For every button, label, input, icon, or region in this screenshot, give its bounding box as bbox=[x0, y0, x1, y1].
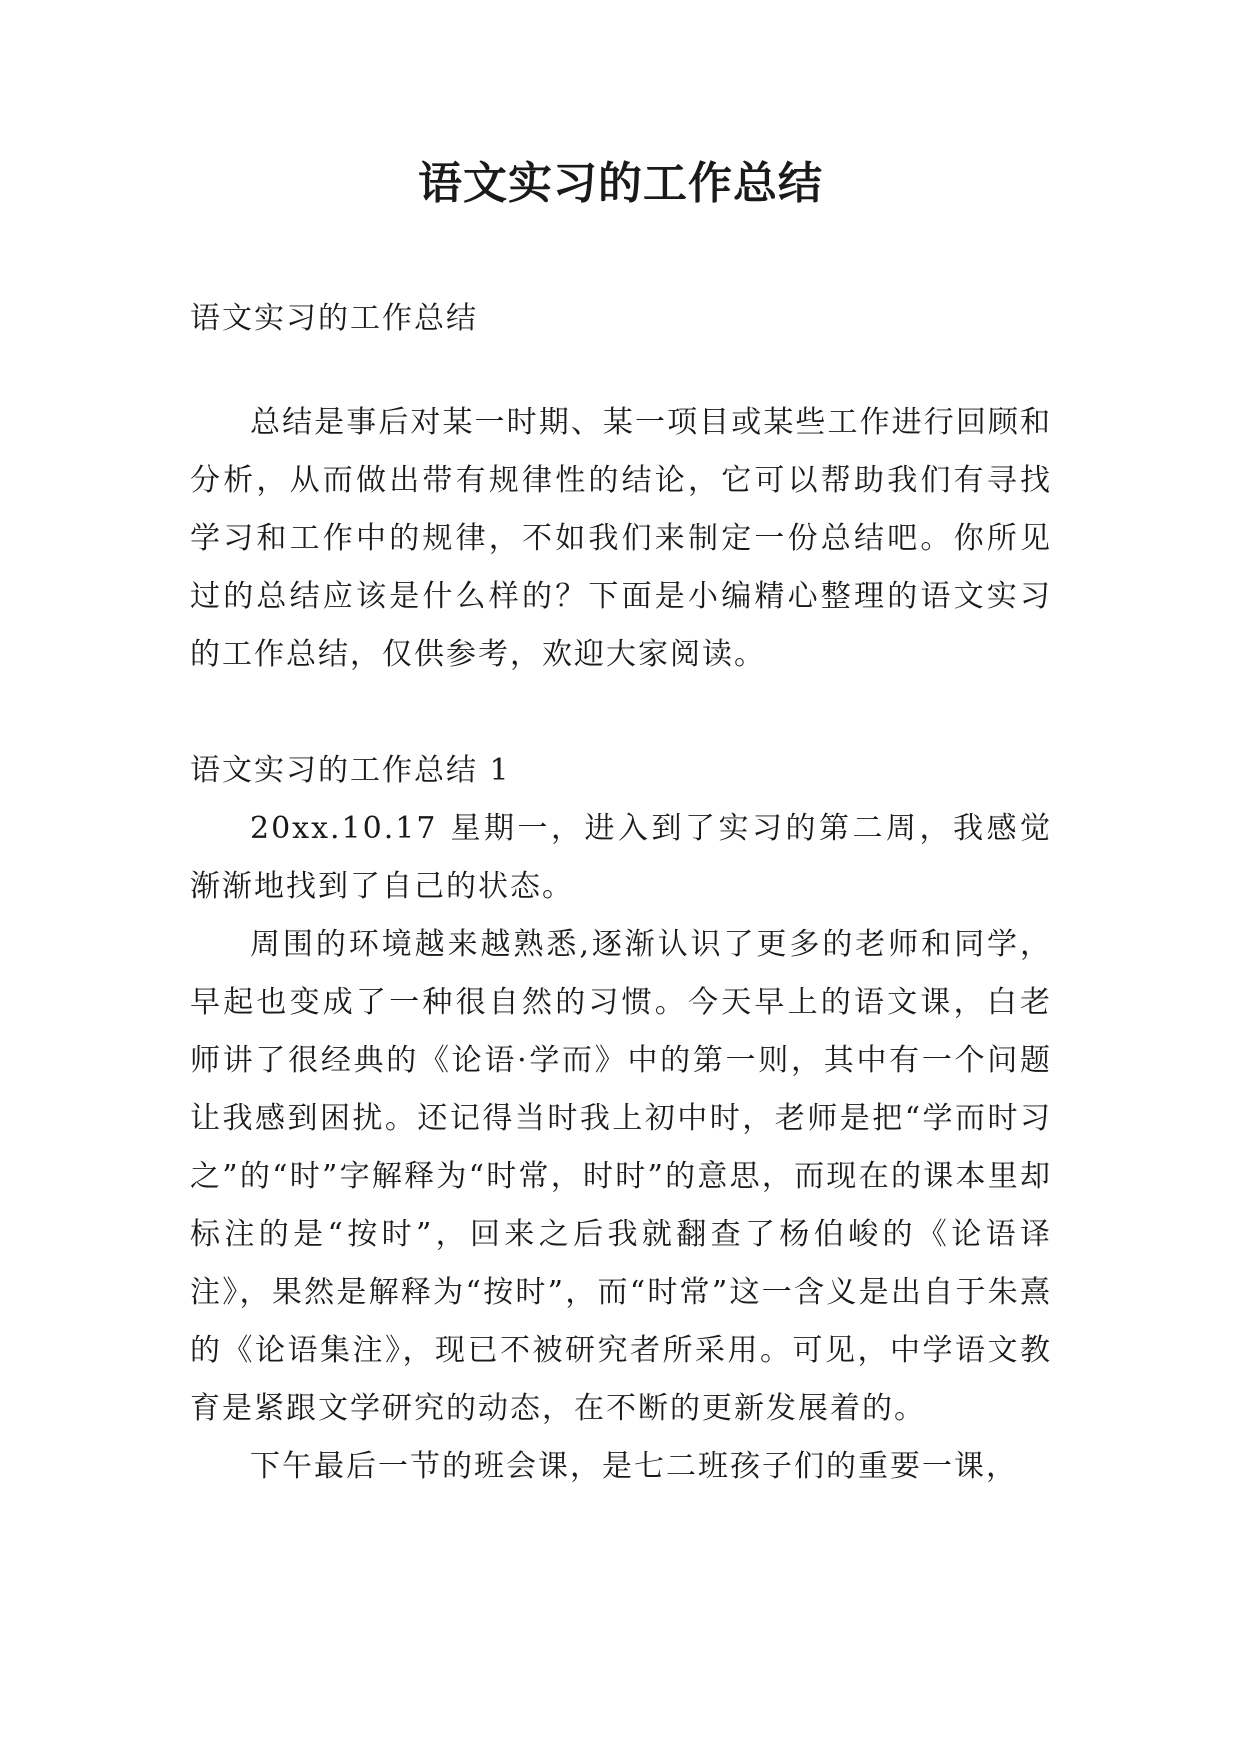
body-paragraph: 下午最后一节的班会课，是七二班孩子们的重要一课， bbox=[250, 1449, 1018, 1484]
document-body bbox=[190, 290, 1052, 1496]
section-heading: 语文实习的工作总结 1 bbox=[190, 753, 511, 788]
spacer bbox=[190, 684, 1052, 742]
body-paragraph: 20xx.10.17 星期一，进入到了实习的第二周，我感觉渐渐地找到了自己的状态。 bbox=[190, 811, 1052, 904]
spacer bbox=[190, 348, 1052, 394]
intro-paragraph: 总结是事后对某一时期、某一项目或某些工作进行回顾和分析，从而做出带有规律性的结论，它可以帮助我们有寻找学习和工作中的规律，不如我们来制定一份总结吧。你所见过的总结应该是什么样的？下面是小编精心整理的语文实习的工作总结，仅供参考，欢迎大家阅读。 bbox=[190, 405, 1052, 672]
body-paragraph: 周围的环境越来越熟悉,逐渐认识了更多的老师和同学，早起也变成了一种很自然的习惯。今天早上的语文课，白老师讲了很经典的《论语·学而》中的第一则，其中有一个问题让我感到困扰。还记得当时我上初中时，老师是把“学而时习之”的“时”字解释为“时常，时时”的意思，而现在的课本里却标注的是“按时”，回来之后我就翻查了杨伯峻的《论语译注》，果然是解释为“按时”，而“时常”这一含义是出自于朱熹的《论语集注》，现已不被研究者所采用。可见，中学语文教育是紧跟文学研究的动态，在不断的更新发展着的。 bbox=[190, 927, 1052, 1426]
document-subtitle: 语文实习的工作总结 bbox=[190, 301, 478, 336]
document-title: 语文实习的工作总结 bbox=[418, 158, 823, 209]
